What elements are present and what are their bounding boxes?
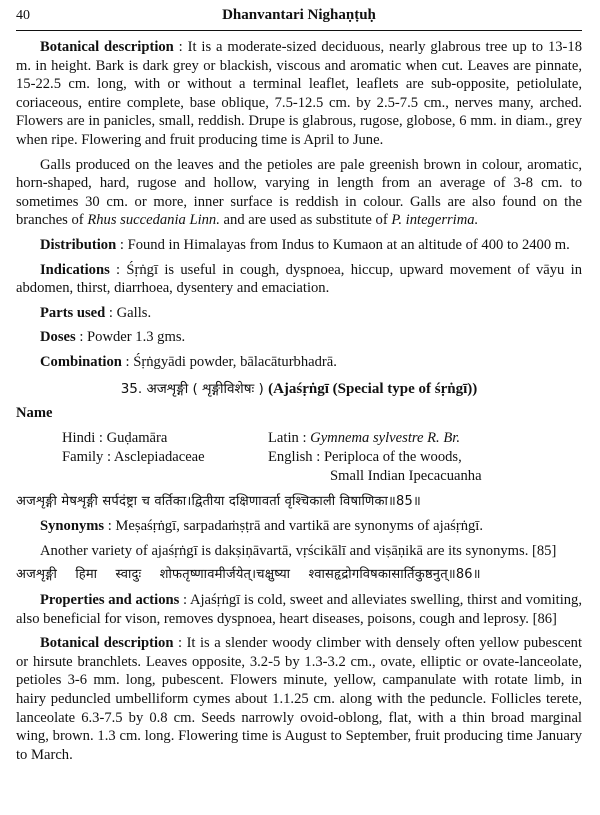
- header-rule: [16, 30, 582, 31]
- combination-text: : Śṛṅgyādi powder, bālacāturbhadrā.: [121, 353, 337, 370]
- section-heading-roman: (Ajaśṛṅgī (Special type of śṛṅgī)): [268, 380, 478, 397]
- indications-paragraph: [16, 261, 582, 298]
- latin-name: [268, 429, 460, 448]
- hindi-name: Hindi : Guḍamāra: [62, 429, 168, 446]
- another-variety-paragraph: Another variety of ajaśṛṅgī is dakṣiṇāvartā, vṛścikālī and viṣāṇikā are its synonyms. [85]: [40, 542, 557, 559]
- names-block: [62, 429, 582, 487]
- botanical-label: Botanical description: [40, 39, 174, 55]
- latin-label: Latin :: [268, 429, 311, 446]
- botanical-description-paragraph-2: [16, 634, 582, 764]
- sanskrit-verse-85: अजशृङ्गी मेषशृङ्गी सर्पदंष्ट्रा च वर्तिका।द्वितीया दक्षिणावर्ता वृश्चिकाली विषाणिका॥85॥: [16, 493, 421, 509]
- species-name: Rhus succedania Linn.: [87, 212, 220, 229]
- distribution-text: : Found in Himalayas from Indus to Kumaon at an altitude of 400 to 2400 m.: [116, 236, 570, 253]
- english-name: English : Periploca of the woods,: [268, 448, 462, 465]
- parts-used-text: : Galls.: [105, 304, 152, 321]
- botanical-text-2: : It is a slender woody climber with densely often yellow pubescent or hirsute branchlets. Leaves opposite, 3.2-5 by 1.3-3.2 cm., ovate, elliptic or ovate-lanceolate, petioles 3-6 mm. long, pubescent. Flowers minute, yellow, campanulate with rotate limb, in hairy peduncled umbelliform cymes about 1.1.25 cm. along with the peduncle. Follicles terete, lanceolate 6.3-7.5 by 0.8 cm. Seeds narrowly ovoid-oblong, flat, with a thin broad marginal wing, brown. 1.3 cm. long. Flowering time is August to September, fruit producing time January to March.: [16, 635, 582, 763]
- english-name-2: Small Indian Ipecacuanha: [330, 467, 482, 484]
- galls-text: Galls produced on the leaves and the petioles are pale greenish brown in colour, aromatic, horn-shaped, hard, rugose and hollow, varying in length from an average of 3-8 cm. to sometimes 30 cm. or more, inner surface is reddish in colour. Galls are also found on the branches of: [16, 156, 582, 229]
- combination-paragraph: [16, 353, 582, 372]
- indications-text: : Śṛṅgī is useful in cough, dyspnoea, hiccup, upward movement of vāyu in abdomen, thirst, diarrhoea, dysentery and emaciation.: [16, 261, 582, 297]
- botanical-label-2: Botanical description: [40, 635, 174, 652]
- doses-paragraph: [16, 328, 582, 347]
- combination-label: Combination: [40, 353, 122, 370]
- species-name-2: P. integerrima.: [391, 212, 479, 229]
- botanical-text: : It is a moderate-sized deciduous, nearly glabrous tree up to 13-18 m. in height. Bark is dark grey or blackish, viscous and aromatic when cut. Leaves are pinnate, 15-22.5 cm. long, with or without a terminal leaflet, leaflets are sub-opposite, petiolulate, coriaceous, entire complete, base oblique, 7.5-12.5 cm. by 2.5-7.5 cm., nerves many, arched. Flowers are in panicles, small, reddish. Drupe is glabrous, rugose, globose, 6 mm. in diam., grey when ripe. Flowering and fruit producing time is April to June.: [16, 39, 582, 148]
- page-number: 40: [16, 8, 30, 23]
- parts-used-label: Parts used: [40, 304, 106, 321]
- galls-paragraph: [16, 156, 582, 230]
- parts-used-paragraph: [16, 304, 582, 323]
- running-title: Dhanvantari Nighaṇṭuḥ: [222, 7, 376, 23]
- doses-label: Doses: [40, 329, 76, 346]
- latin-value: Gymnema sylvestre R. Br.: [310, 429, 460, 446]
- synonyms-text: : Meṣaśṛṅgī, sarpadaṁṣṭrā and vartikā are synonyms of ajaśṛṅgī.: [104, 518, 484, 535]
- family-name: Family : Asclepiadaceae: [62, 448, 205, 465]
- synonyms-paragraph: [16, 517, 582, 536]
- page-header: [16, 6, 582, 28]
- synonyms-label: Synonyms: [40, 518, 105, 535]
- sanskrit-verse-86: अजशृङ्गी हिमा स्वादुः शोफतृष्णावमीर्जयेत्।चक्षुष्या श्वासहृद्रोगविषकासार्तिकुष्ठनुत्॥86॥: [16, 567, 481, 583]
- name-heading: Name: [16, 405, 53, 422]
- galls-text-mid: and are used as substitute of: [219, 212, 392, 229]
- distribution-label: Distribution: [40, 236, 117, 253]
- page-body: [16, 38, 582, 770]
- botanical-description-paragraph: [16, 38, 582, 150]
- section-heading: [16, 380, 582, 399]
- doses-text: : Powder 1.3 gms.: [75, 329, 186, 346]
- distribution-paragraph: [16, 236, 582, 255]
- indications-label: Indications: [40, 261, 110, 278]
- properties-label: Properties and actions: [40, 592, 180, 609]
- properties-text: : Ajaśṛṅgī is cold, sweet and alleviates swelling, thirst and vomiting, also beneficial for vison, removes dyspnoea, heart diseases, poisons, cough and leprosy. [86]: [16, 592, 582, 627]
- section-heading-devanagari: 35. अजशृङ्गी ( शृङ्गीविशेषः ): [120, 380, 269, 397]
- properties-paragraph: [16, 591, 582, 628]
